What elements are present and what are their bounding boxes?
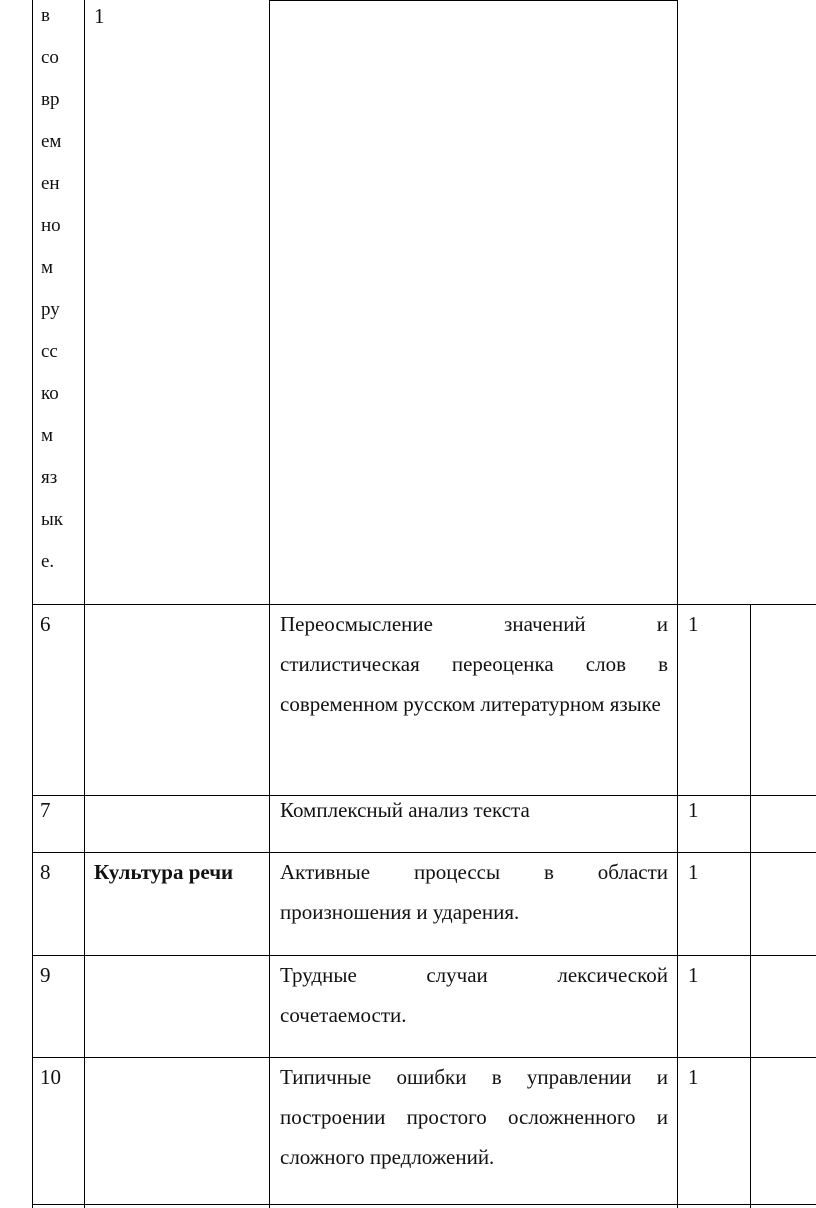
fragment: ем <box>41 131 62 152</box>
row-number: 10 <box>40 1065 61 1089</box>
fragment: сс <box>41 341 58 362</box>
fragment: яз <box>41 467 58 488</box>
fragment: ко <box>41 383 59 404</box>
row-topic: Комплексный анализ текста <box>280 798 530 822</box>
fragment: ык <box>41 509 63 530</box>
table-border-top <box>269 0 678 1</box>
fragment: в <box>41 5 50 26</box>
row-hours: 1 <box>688 963 699 987</box>
row-section: Культура речи <box>94 860 234 884</box>
fragment: со <box>41 47 59 68</box>
fragment: вр <box>41 89 60 110</box>
row-topic: Переосмысление значений и стилистическая переоценка слов в современном русском литературном языке <box>280 612 668 716</box>
row-hours: 1 <box>688 860 699 884</box>
fragment: е. <box>41 551 55 572</box>
row-topic: Трудные случаи лексической сочетаемости. <box>280 963 668 1027</box>
table-border-col4 <box>750 604 751 1208</box>
fragment: ру <box>41 299 60 320</box>
row-number: 8 <box>40 860 51 884</box>
first-row-col2: 1 <box>94 4 105 28</box>
row-number: 7 <box>40 798 51 822</box>
row-number: 6 <box>40 612 51 636</box>
row-hours: 1 <box>688 798 699 822</box>
row-hours: 1 <box>688 1065 699 1089</box>
fragment: но <box>41 215 61 236</box>
table-border-bottom <box>32 1204 816 1205</box>
fragment: м <box>41 425 54 446</box>
row-number: 9 <box>40 963 51 987</box>
fragment: ен <box>41 173 60 194</box>
row-topic: Типичные ошибки в управлении и построении простого осложненного и сложного предложений. <box>280 1065 668 1169</box>
fragment: м <box>41 257 54 278</box>
row-topic: Активные процессы в области произношения и ударения. <box>280 860 668 924</box>
row-hours: 1 <box>688 612 699 636</box>
